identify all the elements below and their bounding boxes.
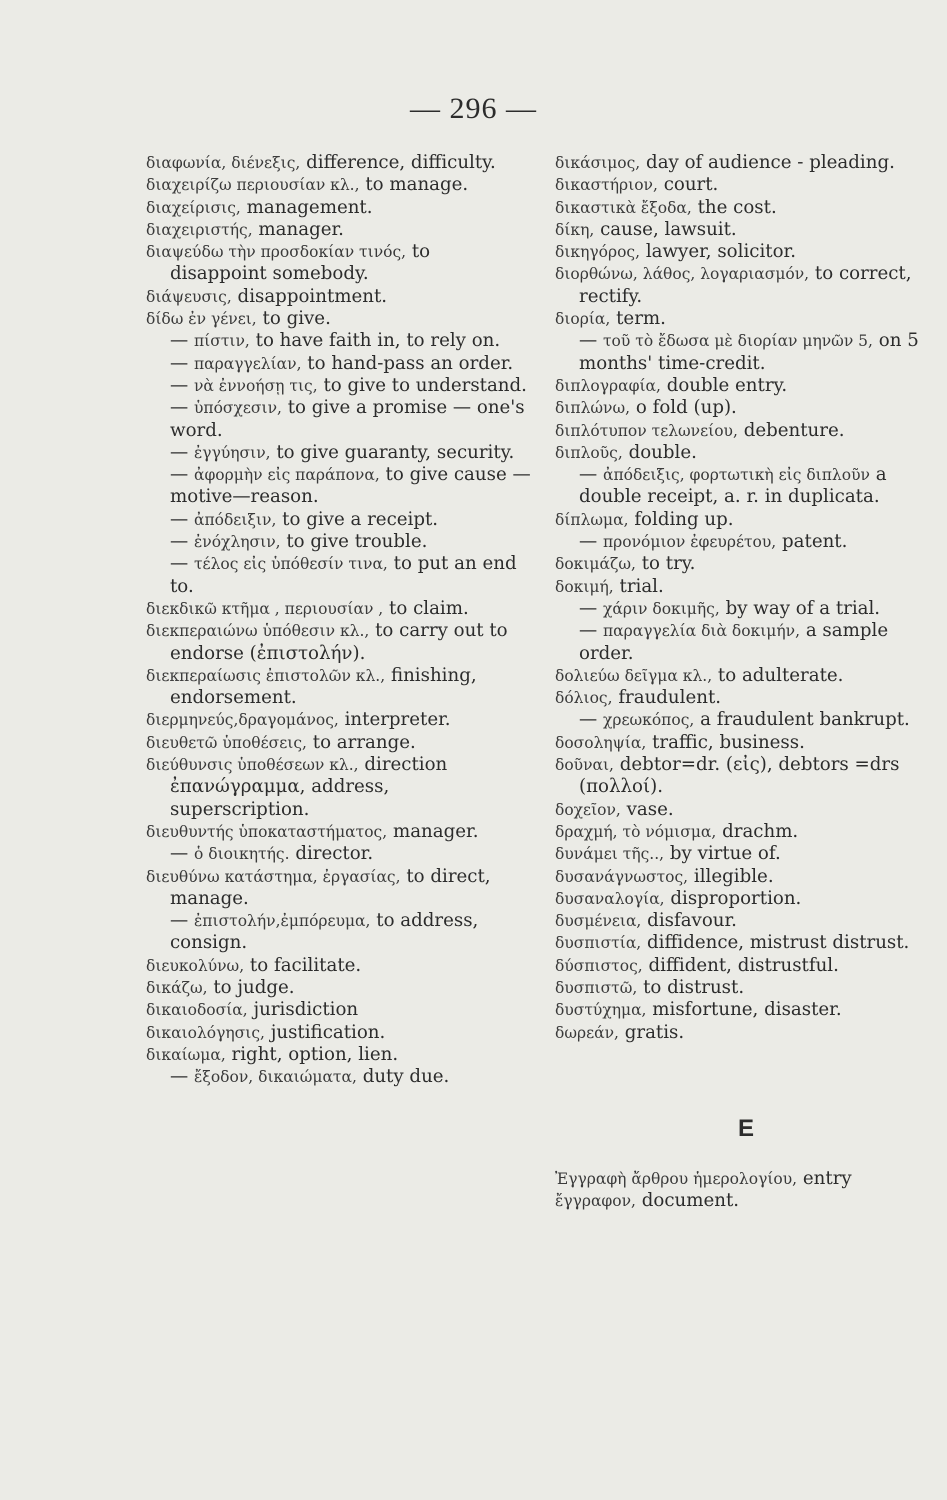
dictionary-entry bbox=[555, 509, 925, 531]
english-translation: to put an end to. bbox=[170, 553, 517, 597]
greek-term: δικαιολόγησις, bbox=[146, 1023, 265, 1042]
greek-term: δίπλωμα, bbox=[555, 510, 629, 529]
dictionary-entry bbox=[555, 932, 925, 954]
right-column bbox=[555, 152, 925, 1213]
dictionary-entry bbox=[555, 910, 925, 932]
dictionary-entry bbox=[146, 843, 531, 865]
dictionary-entry bbox=[555, 397, 925, 419]
english-translation: the cost. bbox=[697, 196, 777, 218]
english-translation: drachm. bbox=[722, 820, 799, 842]
english-translation: to claim. bbox=[389, 597, 469, 619]
dictionary-entry bbox=[555, 888, 925, 910]
english-translation: traffic, business. bbox=[652, 731, 805, 753]
greek-term: διευθετῶ ὑποθέσεις, bbox=[146, 733, 307, 752]
english-translation: debtor=dr. (εἰς), debtors =drs (πολλοί). bbox=[579, 754, 900, 798]
dictionary-entry bbox=[555, 955, 925, 977]
english-translation: justification. bbox=[270, 1021, 386, 1043]
english-translation: by virtue of. bbox=[669, 843, 781, 865]
dictionary-entry bbox=[555, 308, 925, 330]
dictionary-entry bbox=[555, 598, 925, 620]
english-translation: to disappoint somebody. bbox=[170, 241, 431, 285]
greek-term: πίστιν, bbox=[193, 332, 250, 351]
dictionary-entry bbox=[555, 1190, 925, 1212]
english-translation: term. bbox=[616, 308, 666, 330]
dictionary-entry bbox=[146, 754, 531, 821]
dictionary-entry bbox=[146, 709, 531, 731]
english-translation: duty due. bbox=[362, 1066, 450, 1088]
dictionary-entry bbox=[146, 330, 531, 352]
dictionary-entry bbox=[146, 821, 531, 843]
greek-term: ἀπόδειξιν, bbox=[193, 510, 277, 529]
english-translation: to address, consign. bbox=[170, 910, 479, 954]
greek-term: δοσοληψία, bbox=[555, 733, 647, 752]
english-translation: disproportion. bbox=[670, 887, 802, 909]
dictionary-entry bbox=[555, 553, 925, 575]
greek-term: δοῦναι, bbox=[555, 756, 614, 775]
dictionary-entry bbox=[146, 286, 531, 308]
dictionary-entry bbox=[555, 531, 925, 553]
dictionary-entry bbox=[555, 620, 925, 665]
dictionary-entry bbox=[146, 174, 531, 196]
dictionary-entry bbox=[146, 464, 531, 509]
dictionary-entry bbox=[146, 620, 531, 665]
dictionary-entry bbox=[146, 999, 531, 1021]
english-translation: folding up. bbox=[634, 508, 734, 530]
english-translation: lawyer, solicitor. bbox=[645, 241, 797, 263]
english-translation: a double receipt, a. r. in duplicata. bbox=[579, 464, 887, 508]
dictionary-entry bbox=[146, 598, 531, 620]
greek-term: ἔγγραφον, bbox=[555, 1192, 636, 1211]
greek-term: διαχείρισις, bbox=[146, 198, 241, 217]
greek-term: ἔξοδον, δικαιώματα, bbox=[193, 1068, 357, 1087]
dictionary-entry bbox=[146, 509, 531, 531]
greek-term: τοῦ τὸ ἔδωσα μὲ διορίαν μηνῶν 5, bbox=[602, 332, 873, 351]
greek-term: διεύθυνσις ὑποθέσεων κλ., bbox=[146, 756, 359, 775]
english-translation: on 5 months' time-credit. bbox=[579, 330, 919, 374]
greek-term: δωρεάν, bbox=[555, 1023, 619, 1042]
dictionary-entry bbox=[555, 375, 925, 397]
english-translation: to manage. bbox=[365, 174, 469, 196]
greek-term: διαχειρίζω περιουσίαν κλ., bbox=[146, 176, 360, 195]
greek-term: παραγγελία διὰ δοκιμήν, bbox=[602, 622, 801, 641]
dictionary-entry bbox=[555, 263, 925, 308]
english-translation: cause, lawsuit. bbox=[600, 218, 737, 240]
english-translation: entry bbox=[802, 1168, 852, 1190]
greek-term: δοκιμή, bbox=[555, 577, 614, 596]
greek-term: ἐνόχλησιν, bbox=[193, 533, 281, 552]
greek-term: δόλιος, bbox=[555, 689, 613, 708]
greek-term: διαφωνία, διένεξις, bbox=[146, 154, 301, 172]
greek-term: δικαιοδοσία, bbox=[146, 1001, 248, 1020]
english-translation: direction ἐπανώγραμμα, address, superscription. bbox=[170, 754, 448, 820]
english-translation: director. bbox=[295, 843, 374, 865]
english-translation: right, option, lien. bbox=[231, 1043, 399, 1065]
english-translation: o fold (up). bbox=[635, 397, 737, 419]
dictionary-entry bbox=[555, 1022, 925, 1044]
greek-term: Ἐγγραφὴ ἄρθρου ἡμερολογίου, bbox=[555, 1170, 798, 1189]
greek-term: παραγγελίαν, bbox=[193, 354, 302, 373]
dictionary-entry bbox=[146, 397, 531, 442]
english-translation: manager. bbox=[392, 820, 479, 842]
left-column bbox=[146, 152, 531, 1088]
dictionary-entry bbox=[146, 308, 531, 330]
dictionary-entry bbox=[555, 665, 925, 687]
greek-term: δίδω ἐν γένει, bbox=[146, 310, 257, 329]
english-translation: to judge. bbox=[213, 976, 295, 998]
greek-term: χρεωκόπος, bbox=[602, 711, 695, 730]
dictionary-entry bbox=[146, 910, 531, 955]
english-translation: a sample order. bbox=[579, 620, 889, 664]
greek-term: διορία, bbox=[555, 310, 611, 329]
dictionary-entry bbox=[146, 152, 531, 174]
english-translation: patent. bbox=[782, 531, 848, 553]
english-translation: double entry. bbox=[666, 374, 788, 396]
english-translation: to try. bbox=[641, 553, 696, 575]
greek-term: δοκιμάζω, bbox=[555, 555, 636, 574]
dictionary-entry bbox=[555, 866, 925, 888]
english-translation: to give. bbox=[262, 308, 331, 330]
english-translation: to direct, manage. bbox=[170, 865, 491, 909]
english-translation: to give trouble. bbox=[286, 531, 428, 553]
greek-term: δοχεῖον, bbox=[555, 800, 621, 819]
dictionary-entry bbox=[555, 843, 925, 865]
greek-term: διπλώνω, bbox=[555, 399, 631, 418]
english-translation: to facilitate. bbox=[249, 954, 362, 976]
dictionary-entry bbox=[146, 732, 531, 754]
english-translation: illegible. bbox=[693, 865, 774, 887]
dictionary-entry bbox=[555, 754, 925, 799]
dictionary-entry bbox=[555, 241, 925, 263]
dictionary-entry bbox=[555, 330, 925, 375]
dictionary-entry bbox=[555, 576, 925, 598]
dictionary-entry bbox=[555, 799, 925, 821]
english-translation: a fraudulent bankrupt. bbox=[700, 709, 910, 731]
greek-term: διευθυντής ὑποκαταστήματος, bbox=[146, 822, 388, 841]
greek-term: διερμηνεύς,δραγομάνος, bbox=[146, 711, 339, 730]
english-translation: debenture. bbox=[743, 419, 845, 441]
dictionary-entry bbox=[555, 420, 925, 442]
greek-term: διευκολύνω, bbox=[146, 956, 245, 975]
greek-term: δικαίωμα, bbox=[146, 1045, 226, 1064]
dictionary-entry bbox=[555, 687, 925, 709]
greek-term: δυστύχημα, bbox=[555, 1001, 647, 1020]
section-letter: E bbox=[737, 1114, 754, 1142]
dictionary-entry bbox=[146, 977, 531, 999]
english-translation: disfavour. bbox=[647, 910, 737, 932]
dictionary-entry bbox=[555, 709, 925, 731]
greek-term: διπλογραφία, bbox=[555, 376, 661, 395]
english-translation: trial. bbox=[619, 575, 664, 597]
greek-term: διάψευσις, bbox=[146, 287, 232, 306]
english-translation: court. bbox=[663, 174, 719, 196]
dictionary-entry bbox=[146, 665, 531, 710]
greek-term: δίκη, bbox=[555, 220, 595, 239]
dictionary-entry bbox=[146, 955, 531, 977]
greek-term: νὰ ἐννοήσῃ τις, bbox=[193, 376, 318, 395]
english-translation: disappointment. bbox=[237, 285, 388, 307]
english-translation: to have faith in, to rely on. bbox=[255, 330, 501, 352]
greek-term: ἐγγύησιν, bbox=[193, 443, 271, 462]
english-translation: to distrust. bbox=[643, 976, 745, 998]
greek-term: διεκδικῶ κτῆμα , περιουσίαν , bbox=[146, 599, 384, 618]
greek-term: διαψεύδω τὴν προσδοκίαν τινός, bbox=[146, 243, 407, 262]
dictionary-entry bbox=[146, 219, 531, 241]
english-translation: to give a promise — one's word. bbox=[170, 397, 525, 441]
english-translation: to give to understand. bbox=[323, 374, 527, 396]
english-translation: to adulterate. bbox=[717, 664, 844, 686]
dictionary-entry bbox=[146, 197, 531, 219]
greek-term: διπλοῦς, bbox=[555, 443, 623, 462]
greek-term: ὁ διοικητής. bbox=[193, 845, 290, 864]
page-number: — 296 — bbox=[410, 92, 537, 125]
dictionary-entry bbox=[146, 866, 531, 911]
english-translation: finishing, endorsement. bbox=[170, 664, 477, 709]
dictionary-entry bbox=[146, 241, 531, 286]
english-translation: to arrange. bbox=[312, 731, 416, 753]
english-translation: day of audience - pleading. bbox=[646, 152, 895, 173]
greek-term: δολιεύω δεῖγμα κλ., bbox=[555, 666, 713, 685]
english-translation: difference, difficulty. bbox=[306, 152, 496, 173]
greek-term: δικηγόρος, bbox=[555, 243, 641, 262]
greek-term: ὑπόσχεσιν, bbox=[193, 399, 282, 418]
english-translation: to give guaranty, security. bbox=[276, 441, 515, 463]
english-translation: diffidence, mistrust distrust. bbox=[647, 932, 910, 954]
english-translation: to correct, rectify. bbox=[579, 263, 912, 307]
english-translation: diffident, distrustful. bbox=[648, 954, 839, 976]
english-translation: gratis. bbox=[624, 1021, 685, 1043]
dictionary-entry bbox=[555, 464, 925, 509]
greek-term: δικαστήριον, bbox=[555, 176, 658, 195]
greek-term: δικάσιμος, bbox=[555, 154, 641, 172]
dictionary-entry bbox=[555, 442, 925, 464]
greek-term: διαχειριστής, bbox=[146, 220, 253, 239]
greek-term: ἐπιστολήν,ἐμπόρευμα, bbox=[193, 912, 371, 931]
greek-term: ἀφορμὴν εἰς παράπονα, bbox=[193, 466, 380, 485]
dictionary-entry bbox=[555, 977, 925, 999]
dictionary-entry bbox=[555, 821, 925, 843]
greek-term: δύσπιστος, bbox=[555, 956, 643, 975]
greek-term: δραχμή, τὸ νόμισμα, bbox=[555, 822, 717, 841]
greek-term: χάριν δοκιμῆς, bbox=[602, 599, 720, 618]
dictionary-entry bbox=[146, 553, 531, 598]
dictionary-entry bbox=[146, 531, 531, 553]
greek-term: διεκπεραιώνω ὑπόθεσιν κλ., bbox=[146, 622, 370, 641]
english-translation: to give a receipt. bbox=[282, 508, 439, 530]
dictionary-entry bbox=[146, 353, 531, 375]
english-translation: to hand-pass an order. bbox=[307, 352, 514, 374]
dictionary-entry bbox=[555, 174, 925, 196]
greek-term: διπλότυπον τελωνείου, bbox=[555, 421, 738, 440]
dictionary-entry bbox=[146, 1066, 531, 1088]
dictionary-entry bbox=[555, 999, 925, 1021]
greek-term: ἀπόδειξις, φορτωτικὴ εἰς διπλοῦν bbox=[602, 466, 870, 485]
greek-term: δικάζω, bbox=[146, 978, 208, 997]
greek-term: δυσαναλογία, bbox=[555, 889, 665, 908]
english-translation: interpreter. bbox=[344, 709, 451, 731]
english-translation: document. bbox=[641, 1190, 740, 1212]
greek-term: δυσμένεια, bbox=[555, 912, 642, 931]
greek-term: τέλος εἰς ὑπόθεσίν τινα, bbox=[193, 555, 388, 574]
english-translation: management. bbox=[246, 196, 373, 218]
english-translation: by way of a trial. bbox=[725, 597, 881, 619]
dictionary-entry bbox=[146, 1044, 531, 1066]
greek-term: δυνάμει τῆς.., bbox=[555, 845, 665, 864]
english-translation: fraudulent. bbox=[618, 687, 722, 709]
english-translation: to carry out to endorse (ἐπιστολήν). bbox=[170, 620, 508, 664]
greek-term: δυσπιστία, bbox=[555, 934, 642, 953]
dictionary-entry bbox=[555, 152, 925, 174]
dictionary-entry bbox=[146, 442, 531, 464]
dictionary-entry bbox=[555, 732, 925, 754]
dictionary-entry bbox=[555, 1168, 925, 1190]
dictionary-entry bbox=[146, 375, 531, 397]
dictionary-entry bbox=[146, 1022, 531, 1044]
english-translation: to give cause — motive—reason. bbox=[170, 464, 531, 508]
greek-term: δυσανάγνωστος, bbox=[555, 867, 689, 886]
greek-term: διορθώνω, λάθος, λογαριασμόν, bbox=[555, 265, 810, 284]
dictionary-entry bbox=[555, 219, 925, 241]
greek-term: διεκπεραίωσις ἐπιστολῶν κλ., bbox=[146, 666, 386, 685]
english-translation: manager. bbox=[258, 218, 344, 240]
greek-term: προνόμιον ἐφευρέτου, bbox=[602, 533, 777, 552]
english-translation: vase. bbox=[626, 798, 674, 820]
english-translation: jurisdiction bbox=[253, 999, 359, 1021]
greek-term: διευθύνω κατάστημα, ἐργασίας, bbox=[146, 867, 401, 886]
greek-term: δικαστικὰ ἔξοδα, bbox=[555, 198, 692, 217]
greek-term: δυσπιστῶ, bbox=[555, 978, 638, 997]
english-translation: misfortune, disaster. bbox=[652, 999, 842, 1021]
dictionary-entry bbox=[555, 197, 925, 219]
english-translation: double. bbox=[628, 441, 697, 463]
